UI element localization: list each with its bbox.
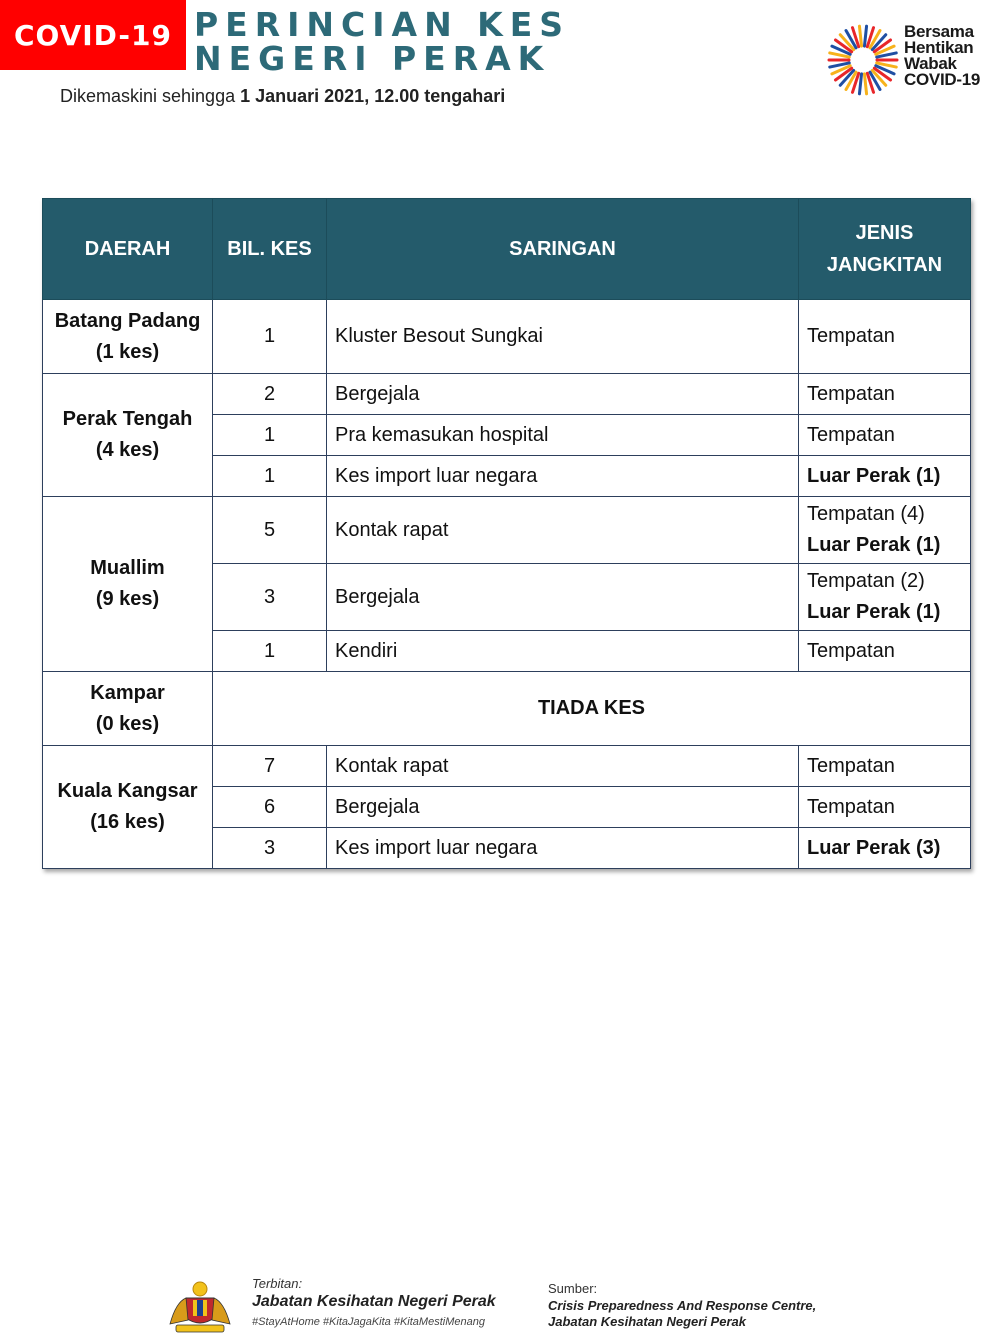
saringan-cell: Bergejala [327, 374, 799, 415]
jenis-cell: Tempatan [799, 374, 971, 415]
source-line-2: Jabatan Kesihatan Negeri Perak [548, 1314, 746, 1329]
jenis-luar-perak: Luar Perak (1) [807, 534, 941, 556]
district-name: Perak Tengah [62, 408, 193, 430]
bil-kes-cell: 3 [213, 564, 327, 631]
header-jenis-jangkitan [799, 199, 971, 300]
updated-date: 1 Januari 2021, 12.00 tengahari [240, 86, 506, 106]
district-count: (16 kes) [90, 811, 165, 833]
jenis-cell: Tempatan [799, 746, 971, 787]
district-perak-tengah [43, 374, 213, 497]
jenis-luar-perak: Luar Perak (1) [807, 601, 941, 623]
jenis-cell: Tempatan [799, 787, 971, 828]
bil-kes-cell: 1 [213, 631, 327, 672]
district-name: Kampar [90, 681, 165, 704]
saringan-cell: Kluster Besout Sungkai [327, 300, 799, 374]
header-jenis-line-1: JENIS [855, 222, 914, 244]
logo-text [904, 24, 980, 88]
saringan-cell: Kendiri [327, 631, 799, 672]
district-count: (1 kes) [95, 340, 160, 363]
page-title [194, 5, 571, 78]
saringan-cell: Pra kemasukan hospital [327, 415, 799, 456]
header-saringan: SARINGAN [327, 199, 799, 300]
header-bil-kes: BIL. KES [213, 199, 327, 300]
publisher-label: Terbitan: [252, 1276, 303, 1291]
jenis-luar-perak: Luar Perak (3) [807, 836, 941, 859]
district-name: Batang Padang [54, 309, 201, 332]
logo-line-1: Bersama [904, 22, 974, 41]
jenis-cell: Tempatan [799, 631, 971, 672]
jenis-cell [799, 497, 971, 564]
jenis-luar-perak: Luar Perak (1) [807, 464, 941, 487]
district-count: (9 kes) [95, 588, 160, 610]
jenis-cell [799, 828, 971, 869]
jenis-cell [799, 456, 971, 497]
publisher-name: Jabatan Kesihatan Negeri Perak [252, 1293, 496, 1310]
logo-line-4: COVID-19 [904, 70, 981, 89]
district-kampar [43, 672, 213, 746]
district-muallim [43, 497, 213, 672]
header-jenis-line-2: JANGKITAN [826, 254, 943, 276]
district-name: Muallim [90, 557, 165, 579]
saringan-cell: Kontak rapat [327, 497, 799, 564]
bil-kes-cell: 1 [213, 300, 327, 374]
jenis-tempatan: Tempatan (4) [807, 503, 925, 525]
sunburst-ray [859, 26, 861, 46]
saringan-cell: Bergejala [327, 564, 799, 631]
title-line-2: NEGERI PERAK [194, 39, 551, 78]
sunburst-ray [859, 74, 861, 94]
updated-prefix: Dikemaskini sehingga [60, 86, 236, 106]
bil-kes-cell: 5 [213, 497, 327, 564]
updated-note [60, 86, 505, 107]
covid19-badge: COVID-19 [0, 0, 186, 70]
district-kuala-kangsar [43, 746, 213, 869]
district-count: (0 kes) [95, 712, 160, 735]
sunburst-icon [826, 18, 900, 102]
case-breakdown-table [42, 198, 971, 869]
saringan-cell: Bergejala [327, 787, 799, 828]
table-row [43, 497, 971, 564]
saringan-cell: Kes import luar negara [327, 456, 799, 497]
sunburst-ray [864, 74, 866, 94]
title-line-1: PERINCIAN KES [194, 5, 571, 44]
source-label: Sumber: [548, 1281, 598, 1296]
bil-kes-cell: 1 [213, 415, 327, 456]
bil-kes-cell: 2 [213, 374, 327, 415]
jenis-cell [799, 564, 971, 631]
logo-line-2: Hentikan [904, 38, 974, 57]
bil-kes-cell: 1 [213, 456, 327, 497]
jenis-tempatan: Tempatan (2) [807, 570, 925, 592]
hashtags: #StayAtHome #KitaJagaKita #KitaMestiMenang [252, 1316, 485, 1328]
bil-kes-cell: 3 [213, 828, 327, 869]
district-batang-padang [43, 300, 213, 374]
jenis-cell: Tempatan [799, 415, 971, 456]
bil-kes-cell: 6 [213, 787, 327, 828]
saringan-cell: Kes import luar negara [327, 828, 799, 869]
district-name: Kuala Kangsar [57, 780, 198, 802]
source-line-1: Crisis Preparedness And Response Centre, [548, 1298, 817, 1313]
table-row [43, 672, 971, 746]
bersama-hentikan-wabak-logo [826, 18, 998, 102]
table-row [43, 746, 971, 787]
saringan-cell: Kontak rapat [327, 746, 799, 787]
sunburst-ray [864, 26, 866, 46]
bil-kes-cell: 7 [213, 746, 327, 787]
logo-line-3: Wabak [904, 54, 957, 73]
table-header-row [43, 199, 971, 300]
header-daerah: DAERAH [43, 199, 213, 300]
no-cases-cell: TIADA KES [213, 672, 971, 746]
district-count: (4 kes) [95, 439, 160, 461]
state-crest-icon [162, 1280, 238, 1336]
table-row [43, 374, 971, 415]
table-row [43, 300, 971, 374]
jenis-cell: Tempatan [799, 300, 971, 374]
